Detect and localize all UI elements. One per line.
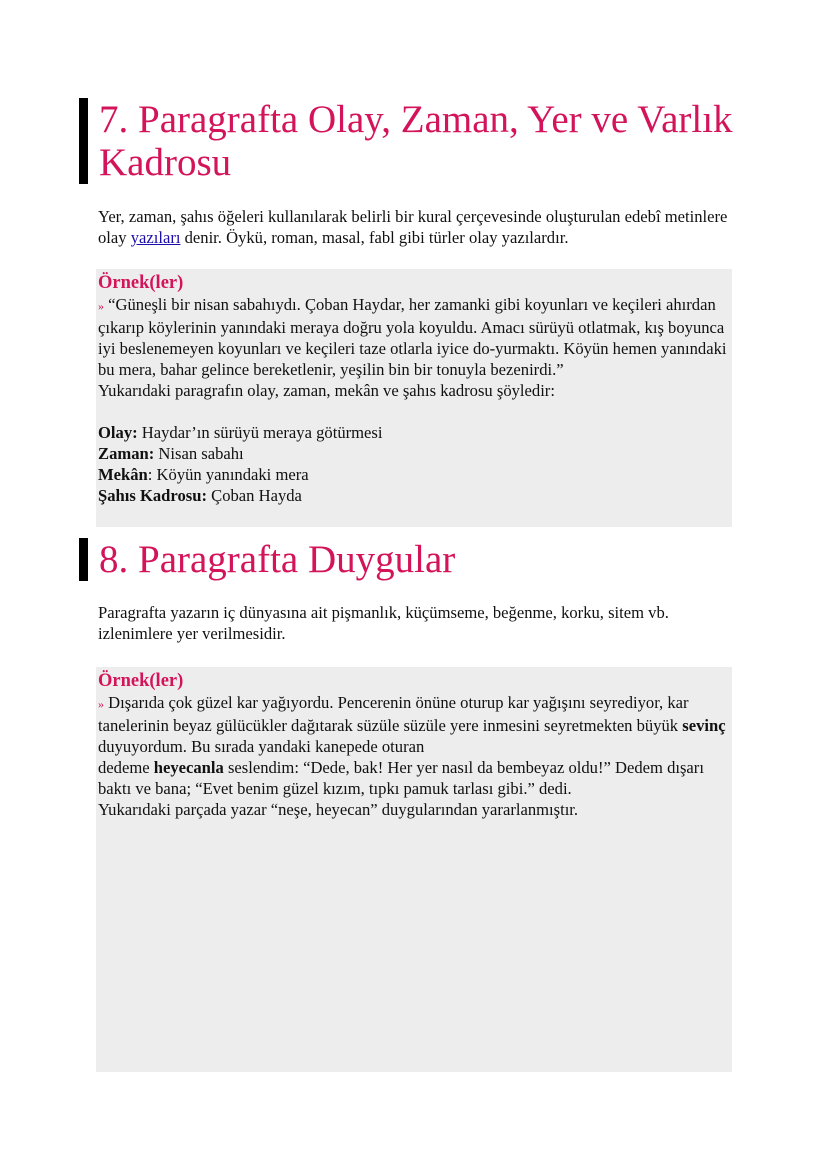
text-part: Dışarıda çok güzel kar yağıyordu. Pencerenin önüne oturup kar yağışını seyrediyor, kar tanelerinin beyaz gülücükler dağıtarak süzüle süzüle yere inmesini seyretmekten büyük — [98, 693, 689, 735]
example-text — [98, 692, 730, 757]
quote-text: “Güneşli bir nisan sabahıydı. Çoban Haydar, her zamanki gibi koyunları ve keçileri ahırdan çıkarıp köylerinin yanındaki meraya doğru yola koyuldu. Amacı sürüyü otlatmak, kış boyunca iyi beslenemeyen koyunları ve keçileri taze otlarla iyice do-yurmaktı. Köyün hemen yanındaki bu mera, bahar gelince bereketlenir, yeşilin bin bir tonuyla bezenirdi.” — [98, 295, 727, 379]
spacer — [98, 401, 730, 422]
example-summary: Yukarıdaki parçada yazar “neşe, heyecan” duygularından yararlanmıştır. — [98, 800, 579, 819]
quote-mark-icon: » — [98, 299, 104, 313]
item-value: : Köyün yanındaki mera — [147, 465, 309, 484]
list-item — [98, 443, 730, 464]
list-item — [98, 422, 730, 443]
intro-text-end: denir. Öykü, roman, masal, fabl gibi türler olay yazılardır. — [180, 228, 569, 247]
example-title: Örnek(ler) — [98, 273, 184, 293]
example-title: Örnek(ler) — [98, 671, 184, 691]
section-8-title: 8. Paragrafta Duygular — [79, 538, 759, 581]
list-item — [98, 464, 730, 485]
item-value: Çoban Hayda — [206, 486, 302, 505]
item-value: Nisan sabahı — [154, 444, 244, 463]
item-key: Zaman: — [98, 444, 155, 463]
example-quote — [98, 294, 730, 380]
text-part: dedeme — [98, 758, 154, 777]
olay-yazilari-link[interactable]: yazıları — [130, 228, 181, 247]
item-key: Mekân — [98, 465, 148, 484]
item-key: Şahıs Kadrosu: — [98, 486, 207, 505]
section-7-title: 7. Paragrafta Olay, Zaman, Yer ve Varlık Kadrosu — [79, 98, 759, 184]
example-summary: Yukarıdaki paragrafın olay, zaman, mekân ve şahıs kadrosu şöyledir: — [98, 381, 555, 400]
quote-mark-icon: » — [98, 697, 104, 711]
item-value: Haydar’ın sürüyü meraya götürmesi — [137, 423, 383, 442]
item-key: Olay: — [98, 423, 138, 442]
section-7-intro — [98, 206, 728, 248]
section-8-intro: Paragrafta yazarın iç dünyasına ait pişmanlık, küçümseme, beğenme, korku, sitem vb. izlenimlere yer verilmesidir. — [98, 603, 669, 643]
bold-sevinc: sevinç — [682, 716, 726, 735]
example-box-8 — [96, 667, 732, 1072]
intro-text: Yer, zaman, şahıs öğeleri kullanılarak belirli bir kural çerçevesinde oluşturulan edebî metinlere olay — [98, 207, 728, 247]
example-text-cont — [98, 757, 730, 799]
bold-heyecanla: heyecanla — [153, 758, 224, 777]
text-part: seslendim: “Dede, bak! Her yer nasıl da bembeyaz oldu!” Dedem dışarı baktı ve bana; “Evet benim güzel kızım, tıpkı pamuk tarlası gibi.” dedi. — [98, 758, 704, 798]
example-box-7 — [96, 269, 732, 527]
text-part: duyuyordum. Bu sırada yandaki kanepede oturan — [98, 737, 425, 756]
list-item — [98, 485, 730, 506]
